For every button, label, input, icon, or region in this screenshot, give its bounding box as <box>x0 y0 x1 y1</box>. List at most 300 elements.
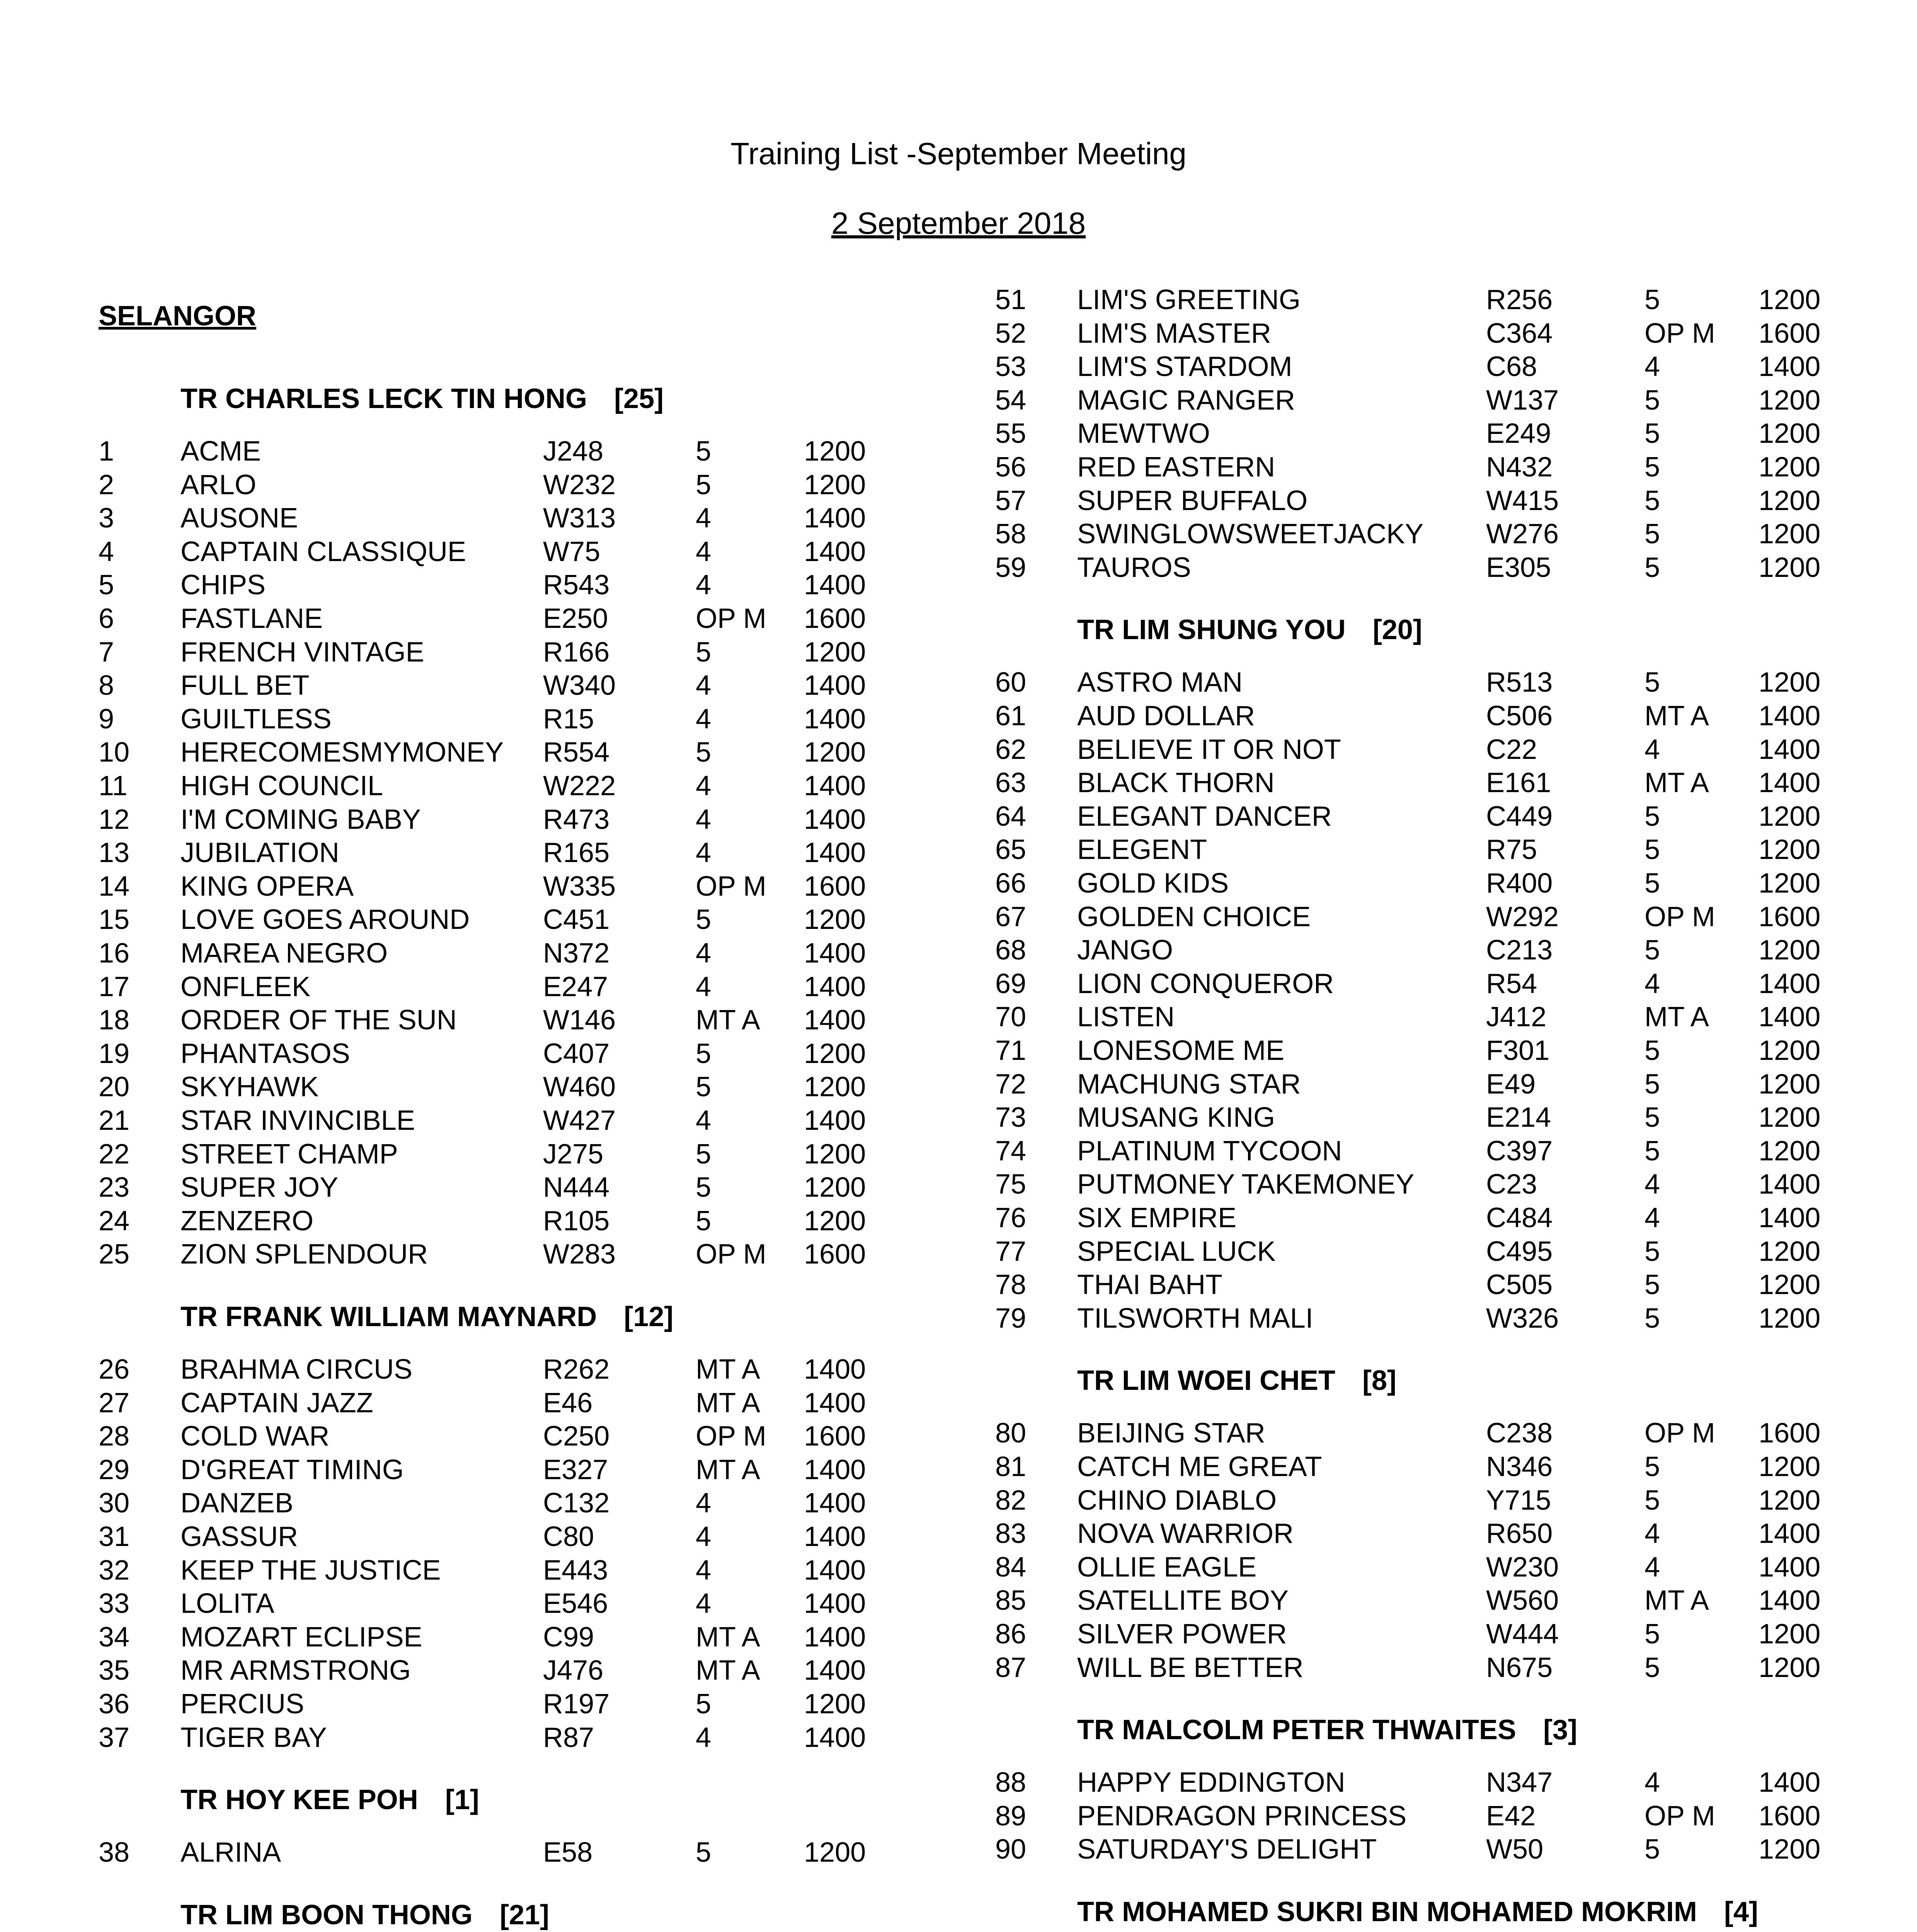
horse-distance: 1400 <box>804 938 866 969</box>
horse-row <box>995 1769 1917 1799</box>
horse-class: 5 <box>1645 935 1660 966</box>
horse-row <box>995 869 1917 900</box>
horse-number: 25 <box>99 1239 130 1270</box>
horse-row <box>99 705 1026 736</box>
horse-number: 36 <box>99 1689 130 1719</box>
horse-name: GOLD KIDS <box>1077 868 1229 899</box>
horse-class: 5 <box>1645 1619 1660 1650</box>
horse-distance: 1400 <box>804 1554 866 1586</box>
trainer-heading <box>1077 1898 1758 1926</box>
horse-code: W232 <box>543 469 616 500</box>
horse-number: 13 <box>99 837 130 869</box>
horse-code: C238 <box>1486 1418 1553 1449</box>
horse-class: 4 <box>696 1554 712 1586</box>
horse-number: 87 <box>995 1652 1027 1683</box>
horse-row <box>99 1724 1026 1755</box>
horse-class: OP M <box>1645 1418 1715 1449</box>
horse-row <box>995 936 1917 967</box>
horse-distance: 1200 <box>1759 1102 1821 1133</box>
horse-class: 4 <box>696 971 712 1002</box>
horse-class: 5 <box>1645 1652 1660 1683</box>
horse-row <box>995 1620 1917 1651</box>
horse-number: 19 <box>99 1038 130 1069</box>
horse-number: 57 <box>995 485 1027 516</box>
horse-row <box>99 1838 1026 1869</box>
horse-class: 4 <box>696 770 712 801</box>
horse-code: E58 <box>543 1837 593 1868</box>
horse-class: 5 <box>1645 1485 1660 1516</box>
horse-distance: 1200 <box>804 436 866 467</box>
horse-name: SILVER POWER <box>1077 1619 1287 1650</box>
horse-distance: 1400 <box>804 1521 866 1552</box>
horse-row <box>99 1355 1026 1386</box>
horse-row <box>99 1489 1026 1520</box>
horse-row <box>995 1520 1917 1551</box>
horse-code: E250 <box>543 603 608 634</box>
horse-code: C451 <box>543 904 610 935</box>
horse-row <box>995 554 1917 585</box>
horse-class: 5 <box>696 1138 712 1170</box>
horse-class: 4 <box>1645 351 1660 383</box>
horse-number: 65 <box>995 834 1027 866</box>
horse-class: OP M <box>1645 1800 1715 1832</box>
horse-row <box>995 1070 1917 1101</box>
horse-class: MT A <box>696 1655 760 1686</box>
horse-row <box>995 1587 1917 1617</box>
horse-number: 66 <box>995 868 1027 899</box>
horse-number: 56 <box>995 452 1027 483</box>
horse-name: FASTLANE <box>180 603 323 634</box>
horse-number: 20 <box>99 1071 130 1103</box>
horse-row <box>99 1140 1026 1171</box>
horse-number: 60 <box>995 667 1027 698</box>
horse-row <box>99 1073 1026 1104</box>
horse-row <box>995 803 1917 833</box>
horse-number: 4 <box>99 536 114 567</box>
horse-number: 23 <box>99 1172 130 1203</box>
horse-code: R513 <box>1486 667 1553 698</box>
horse-code: W292 <box>1486 901 1559 932</box>
horse-name: ZENZERO <box>180 1205 314 1236</box>
horse-row <box>995 903 1917 934</box>
horse-distance: 1400 <box>1759 351 1821 383</box>
horse-class: 5 <box>1645 418 1660 449</box>
horse-class: 5 <box>1645 384 1660 416</box>
horse-class: 5 <box>696 737 712 768</box>
horse-class: 5 <box>696 636 712 668</box>
horse-class: 4 <box>696 938 712 969</box>
horse-class: 5 <box>1645 1068 1660 1100</box>
horse-distance: 1200 <box>804 636 866 668</box>
horse-row <box>995 702 1917 733</box>
horse-name: SATELLITE BOY <box>1077 1585 1289 1616</box>
horse-distance: 1400 <box>804 536 866 567</box>
horse-distance: 1200 <box>1759 1451 1821 1482</box>
trainer-count: [4] <box>1724 1896 1758 1927</box>
horse-distance: 1200 <box>1759 834 1821 866</box>
horse-code: C449 <box>1486 801 1553 832</box>
horse-row <box>995 1271 1917 1302</box>
horse-distance: 1200 <box>1759 935 1821 966</box>
horse-name: PHANTASOS <box>180 1038 350 1069</box>
horse-row <box>99 1236 1027 1271</box>
horse-number: 82 <box>995 1485 1027 1516</box>
horse-code: W444 <box>1486 1619 1559 1650</box>
horse-distance: 1200 <box>1759 1485 1821 1516</box>
horse-row <box>99 906 1026 937</box>
horse-class: 5 <box>1645 1102 1660 1133</box>
horse-code: E305 <box>1486 552 1551 583</box>
horse-name: BRAHMA CIRCUS <box>180 1354 413 1385</box>
horse-distance: 1200 <box>804 1038 866 1069</box>
horse-distance: 1400 <box>1759 701 1821 731</box>
horse-name: ACME <box>180 436 261 467</box>
horse-row <box>99 839 1026 870</box>
horse-distance: 1200 <box>1759 452 1821 483</box>
horse-name: SWINGLOWSWEETJACKY <box>1077 519 1424 550</box>
horse-code: C407 <box>543 1038 610 1069</box>
trainer-heading <box>1077 1716 1577 1744</box>
horse-row <box>99 1207 1026 1238</box>
horse-row <box>995 1204 1917 1235</box>
horse-name: TIGER BAY <box>180 1722 327 1753</box>
horse-code: J248 <box>543 436 604 467</box>
horse-class: OP M <box>696 1239 766 1270</box>
horse-name: ELEGENT <box>1077 834 1207 866</box>
horse-code: C132 <box>543 1488 610 1519</box>
horse-name: CAPTAIN JAZZ <box>180 1387 373 1418</box>
horse-distance: 1200 <box>804 1205 866 1236</box>
horse-class: 5 <box>1645 284 1660 315</box>
horse-code: E443 <box>543 1554 608 1586</box>
horse-number: 1 <box>99 436 114 467</box>
horse-name: PLATINUM TYCOON <box>1077 1135 1342 1167</box>
horse-distance: 1200 <box>1759 1068 1821 1100</box>
horse-class: 5 <box>696 1689 712 1719</box>
horse-number: 22 <box>99 1138 130 1170</box>
horse-distance: 1400 <box>804 1005 866 1036</box>
horse-row <box>99 571 1026 602</box>
horse-code: R166 <box>543 636 610 668</box>
page-title: Training List -September Meeting <box>730 136 1187 171</box>
horse-distance: 1200 <box>1759 1135 1821 1167</box>
horse-class: 5 <box>1645 519 1660 550</box>
horse-code: W137 <box>1486 384 1559 416</box>
horse-number: 62 <box>995 734 1027 765</box>
horse-number: 17 <box>99 971 130 1002</box>
horse-class: 5 <box>1645 1451 1660 1482</box>
horse-row <box>995 1802 1917 1833</box>
horse-number: 83 <box>995 1518 1027 1549</box>
horse-distance: 1400 <box>1759 1767 1821 1798</box>
horse-row <box>995 668 1917 699</box>
horse-class: OP M <box>696 603 766 634</box>
horse-name: ONFLEEK <box>180 971 311 1002</box>
horse-number: 3 <box>99 503 114 534</box>
horse-name: TAUROS <box>1077 552 1191 583</box>
horse-number: 31 <box>99 1521 130 1552</box>
horse-code: W222 <box>543 770 616 801</box>
horse-number: 35 <box>99 1655 130 1686</box>
horse-class: 5 <box>1645 868 1660 899</box>
trainer-count: [8] <box>1362 1365 1396 1396</box>
trainer-name: TR CHARLES LECK TIN HONG <box>180 383 587 414</box>
horse-distance: 1200 <box>1759 418 1821 449</box>
horse-number: 59 <box>995 552 1027 583</box>
horse-distance: 1400 <box>804 1354 866 1385</box>
horse-row <box>99 638 1026 669</box>
horse-distance: 1200 <box>1759 284 1821 315</box>
trainer-count: [25] <box>614 383 664 414</box>
horse-code: Y715 <box>1486 1485 1551 1516</box>
horse-class: 4 <box>696 1488 712 1519</box>
horse-distance: 1200 <box>1759 868 1821 899</box>
horse-distance: 1400 <box>804 804 866 835</box>
horse-code: W340 <box>543 670 616 701</box>
horse-code: E49 <box>1486 1068 1536 1100</box>
horse-class: 5 <box>696 1172 712 1203</box>
page-date: 2 September 2018 <box>831 206 1086 240</box>
horse-number: 16 <box>99 938 130 969</box>
horse-class: 5 <box>1645 667 1660 698</box>
horse-row <box>995 420 1917 451</box>
horse-code: C505 <box>1486 1269 1553 1301</box>
horse-name: SIX EMPIRE <box>1077 1202 1237 1233</box>
horse-name: ELEGANT DANCER <box>1077 801 1332 832</box>
horse-distance: 1400 <box>1759 968 1821 999</box>
horse-distance: 1200 <box>1759 1652 1821 1683</box>
horse-code: W50 <box>1486 1834 1544 1865</box>
horse-distance: 1400 <box>1759 1518 1821 1549</box>
trainer-heading <box>180 1901 549 1929</box>
horse-name: MUSANG KING <box>1077 1102 1275 1133</box>
horse-distance: 1400 <box>804 503 866 534</box>
horse-code: C364 <box>1486 318 1553 349</box>
horse-code: C80 <box>543 1521 594 1552</box>
horse-code: E46 <box>543 1387 593 1418</box>
horse-name: NOVA WARRIOR <box>1077 1518 1294 1549</box>
horse-row <box>995 1304 1917 1335</box>
horse-code: R256 <box>1486 284 1553 315</box>
trainer-name: TR LIM WOEI CHET <box>1077 1365 1335 1396</box>
horse-distance: 1200 <box>1759 1269 1821 1301</box>
horse-number: 6 <box>99 603 114 634</box>
horse-name: CAPTAIN CLASSIQUE <box>180 536 466 567</box>
horse-class: 5 <box>1645 1236 1660 1267</box>
horse-code: R75 <box>1486 834 1537 866</box>
horse-name: BLACK THORN <box>1077 767 1275 799</box>
horse-name: AUD DOLLAR <box>1077 701 1255 731</box>
horse-class: 4 <box>696 804 712 835</box>
horse-row <box>99 1040 1026 1071</box>
horse-class: MT A <box>696 1621 760 1653</box>
horse-name: PENDRAGON PRINCESS <box>1077 1800 1407 1832</box>
horse-class: 4 <box>696 1722 712 1753</box>
horse-code: W460 <box>543 1071 616 1103</box>
horse-row <box>99 734 1027 769</box>
horse-number: 2 <box>99 469 114 500</box>
horse-row <box>995 970 1917 1001</box>
horse-row <box>995 386 1917 417</box>
horse-class: MT A <box>696 1454 760 1485</box>
horse-code: W326 <box>1486 1303 1559 1334</box>
horse-class: 4 <box>1645 968 1660 999</box>
horse-name: GUILTLESS <box>180 703 332 735</box>
horse-number: 67 <box>995 901 1027 932</box>
horse-row <box>995 453 1917 484</box>
horse-distance: 1600 <box>804 1421 866 1452</box>
horse-name: HERECOMESMYMONEY <box>180 737 504 768</box>
horse-number: 74 <box>995 1135 1027 1167</box>
horse-row <box>995 520 1917 551</box>
horse-code: W560 <box>1486 1585 1559 1616</box>
horse-row <box>99 1623 1026 1654</box>
horse-name: HAPPY EDDINGTON <box>1077 1767 1345 1798</box>
horse-distance: 1600 <box>1759 1418 1821 1449</box>
horse-code: W283 <box>543 1239 616 1270</box>
horse-name: KING OPERA <box>180 871 354 902</box>
horse-number: 77 <box>995 1236 1027 1267</box>
horse-name: ARLO <box>180 469 257 500</box>
horse-row <box>99 672 1026 702</box>
horse-number: 14 <box>99 871 130 902</box>
horse-class: 4 <box>696 1105 712 1136</box>
horse-name: LIM'S MASTER <box>1077 318 1271 349</box>
horse-distance: 1200 <box>804 1837 866 1868</box>
horse-distance: 1400 <box>804 1454 866 1485</box>
horse-code: C68 <box>1486 351 1537 383</box>
horse-row <box>995 1003 1917 1034</box>
horse-distance: 1400 <box>1759 1551 1821 1583</box>
horse-class: MT A <box>1645 1002 1709 1033</box>
horse-name: MEWTWO <box>1077 418 1210 449</box>
horse-code: R400 <box>1486 868 1553 899</box>
horse-name: PUTMONEY TAKEMONEY <box>1077 1169 1415 1200</box>
horse-distance: 1200 <box>1759 1236 1821 1267</box>
horse-name: CHINO DIABLO <box>1077 1485 1277 1516</box>
horse-code: R105 <box>543 1205 610 1236</box>
horse-row <box>99 939 1026 970</box>
horse-distance: 1400 <box>1759 1585 1821 1616</box>
horse-class: OP M <box>1645 901 1715 932</box>
horse-class: MT A <box>696 1354 760 1385</box>
horse-number: 61 <box>995 701 1027 731</box>
horse-number: 9 <box>99 703 114 735</box>
horse-distance: 1600 <box>1759 318 1821 349</box>
horse-distance: 1400 <box>804 837 866 869</box>
horse-code: C22 <box>1486 734 1537 765</box>
horse-number: 58 <box>995 519 1027 550</box>
horse-code: N432 <box>1486 452 1553 483</box>
horse-row <box>995 1835 1917 1866</box>
horse-distance: 1200 <box>1759 1834 1821 1865</box>
horse-distance: 1400 <box>804 703 866 735</box>
horse-class: 4 <box>1645 1169 1660 1200</box>
horse-code: F301 <box>1486 1035 1550 1066</box>
horse-name: BELIEVE IT OR NOT <box>1077 734 1341 765</box>
horse-code: R543 <box>543 570 610 601</box>
horse-distance: 1200 <box>804 1689 866 1719</box>
trainer-name: TR LIM BOON THONG <box>180 1899 473 1930</box>
horse-class: 4 <box>1645 1551 1660 1583</box>
horse-class: 4 <box>696 1588 712 1619</box>
horse-class: 4 <box>696 536 712 567</box>
horse-number: 73 <box>995 1102 1027 1133</box>
horse-row <box>995 1104 1917 1134</box>
horse-number: 90 <box>995 1834 1027 1865</box>
horse-distance: 1400 <box>1759 767 1821 799</box>
horse-distance: 1200 <box>1759 801 1821 832</box>
horse-distance: 1400 <box>1759 1169 1821 1200</box>
trainer-heading <box>180 1303 673 1331</box>
horse-class: 5 <box>696 1205 712 1236</box>
horse-name: HIGH COUNCIL <box>180 770 383 801</box>
horse-name: ORDER OF THE SUN <box>180 1005 457 1036</box>
horse-class: MT A <box>696 1005 760 1036</box>
horse-row <box>99 1173 1026 1204</box>
horse-distance: 1200 <box>804 1071 866 1103</box>
horse-number: 80 <box>995 1418 1027 1449</box>
horse-row <box>99 504 1026 535</box>
horse-class: 5 <box>1645 1035 1660 1066</box>
horse-row <box>995 836 1917 867</box>
horse-row <box>99 1652 1027 1687</box>
horse-row <box>99 1107 1026 1138</box>
horse-name: LIM'S GREETING <box>1077 284 1301 315</box>
horse-code: C250 <box>543 1421 610 1452</box>
horse-code: R554 <box>543 737 610 768</box>
trainer-count: [12] <box>624 1301 674 1332</box>
horse-row <box>995 353 1917 384</box>
horse-code: N347 <box>1486 1767 1553 1798</box>
horse-number: 53 <box>995 351 1027 383</box>
horse-name: DANZEB <box>180 1488 294 1519</box>
horse-name: JUBILATION <box>180 837 339 869</box>
horse-name: SUPER BUFFALO <box>1077 485 1308 516</box>
horse-distance: 1200 <box>804 469 866 500</box>
horse-name: GOLDEN CHOICE <box>1077 901 1311 932</box>
horse-distance: 1400 <box>1759 1002 1821 1033</box>
horse-class: 5 <box>1645 552 1660 583</box>
horse-code: N675 <box>1486 1652 1553 1683</box>
horse-row <box>99 1556 1026 1587</box>
horse-row <box>995 1486 1917 1517</box>
horse-distance: 1400 <box>804 1488 866 1519</box>
horse-row <box>995 1553 1917 1584</box>
horse-distance: 1600 <box>804 871 866 902</box>
horse-number: 72 <box>995 1068 1027 1100</box>
horse-number: 76 <box>995 1202 1027 1233</box>
horse-distance: 1200 <box>1759 519 1821 550</box>
horse-name: ZION SPLENDOUR <box>180 1239 428 1270</box>
horse-row <box>995 736 1917 767</box>
horse-distance: 1200 <box>804 1138 866 1170</box>
horse-class: 5 <box>1645 485 1660 516</box>
horse-code: C23 <box>1486 1169 1537 1200</box>
horse-name: RED EASTERN <box>1077 452 1275 483</box>
horse-code: N444 <box>543 1172 610 1203</box>
trainer-name: TR MALCOLM PETER THWAITES <box>1077 1714 1516 1746</box>
horse-number: 81 <box>995 1451 1027 1482</box>
horse-name: SPECIAL LUCK <box>1077 1236 1276 1267</box>
horse-distance: 1400 <box>804 1387 866 1418</box>
horse-number: 54 <box>995 384 1027 416</box>
horse-row <box>995 1419 1917 1450</box>
horse-class: 5 <box>696 1837 712 1868</box>
horse-number: 64 <box>995 801 1027 832</box>
horse-row <box>995 487 1917 518</box>
horse-code: C397 <box>1486 1135 1553 1167</box>
